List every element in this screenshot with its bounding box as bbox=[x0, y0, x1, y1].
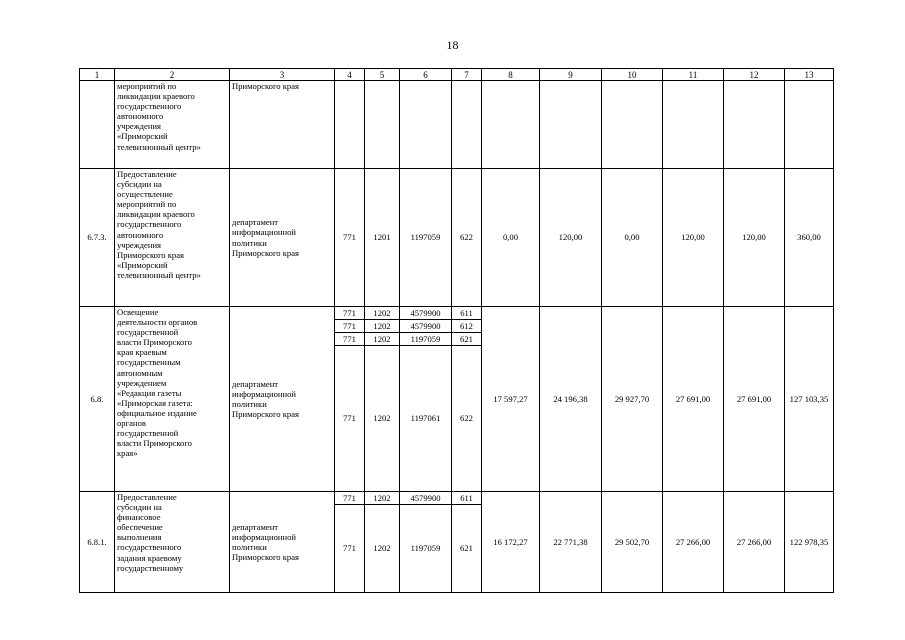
row-department: Приморского края bbox=[230, 81, 335, 169]
column-header: 12 bbox=[724, 69, 785, 81]
cell-col5: 1202 bbox=[365, 320, 400, 333]
cell-col4: 771 bbox=[335, 320, 365, 333]
budget-table bbox=[79, 68, 834, 593]
cell-col4: 771 bbox=[335, 346, 365, 492]
cell-col12: 27 691,00 bbox=[724, 307, 785, 492]
table-row bbox=[80, 81, 834, 169]
cell-col11: 27 691,00 bbox=[663, 307, 724, 492]
cell-col6: 1197061 bbox=[400, 346, 452, 492]
cell-col5: 1201 bbox=[365, 169, 400, 307]
row-description: Предоставление субсидии на осуществление мероприятий по ликвидации краевого государственного автономного учреждения Приморского края «Приморский телевизионный центр» bbox=[115, 169, 230, 307]
column-header: 7 bbox=[452, 69, 482, 81]
cell-col4: 771 bbox=[335, 492, 365, 505]
row-description: Освещение деятельности органов государственной власти Приморского края краевым государственным автономным учреждением «Редакция газеты «Приморская газета: официальное издание органов государственной власти Приморского края» bbox=[115, 307, 230, 492]
cell-col7: 622 bbox=[452, 346, 482, 492]
cell-col4: 771 bbox=[335, 333, 365, 346]
cell-col6: 4579900 bbox=[400, 492, 452, 505]
cell-col6: 1197059 bbox=[400, 505, 452, 593]
row-description: Предоставление субсидии на финансовое обеспечение выполнения государственного задания краевому государственному bbox=[115, 492, 230, 593]
column-header: 3 bbox=[230, 69, 335, 81]
row-department: департамент информационной политики Приморского края bbox=[230, 492, 335, 593]
column-header: 9 bbox=[540, 69, 602, 81]
cell-col11: 27 266,00 bbox=[663, 492, 724, 593]
cell-col5: 1202 bbox=[365, 505, 400, 593]
row-department: департамент информационной политики Приморского края bbox=[230, 169, 335, 307]
cell-col9: 22 771,38 bbox=[540, 492, 602, 593]
table-row bbox=[80, 492, 834, 505]
column-number-row bbox=[80, 69, 834, 81]
cell-col7: 611 bbox=[452, 492, 482, 505]
cell-col5: 1202 bbox=[365, 307, 400, 320]
cell-col6: 1197059 bbox=[400, 333, 452, 346]
cell-col12: 27 266,00 bbox=[724, 492, 785, 593]
cell-col10: 0,00 bbox=[602, 169, 663, 307]
table-row bbox=[80, 307, 834, 320]
cell-col10: 29 502,70 bbox=[602, 492, 663, 593]
cell-col8: 16 172,27 bbox=[482, 492, 540, 593]
cell-col13: 360,00 bbox=[785, 169, 834, 307]
cell-col7: 612 bbox=[452, 320, 482, 333]
cell-col13: 122 978,35 bbox=[785, 492, 834, 593]
column-header: 4 bbox=[335, 69, 365, 81]
row-description: мероприятий по ликвидации краевого государственного автономного учреждения «Приморский телевизионный центр» bbox=[115, 81, 230, 169]
cell-col8: 0,00 bbox=[482, 169, 540, 307]
cell-col5: 1202 bbox=[365, 346, 400, 492]
cell-col4: 771 bbox=[335, 307, 365, 320]
row-code: 6.8. bbox=[80, 307, 115, 492]
cell-col5: 1202 bbox=[365, 333, 400, 346]
row-code: 6.7.3. bbox=[80, 169, 115, 307]
cell-col9: 24 196,38 bbox=[540, 307, 602, 492]
column-header: 13 bbox=[785, 69, 834, 81]
cell-col13: 127 103,35 bbox=[785, 307, 834, 492]
column-header: 11 bbox=[663, 69, 724, 81]
cell-col6: 4579900 bbox=[400, 320, 452, 333]
cell-col5: 1202 bbox=[365, 492, 400, 505]
column-header: 8 bbox=[482, 69, 540, 81]
cell-col4: 771 bbox=[335, 169, 365, 307]
column-header: 5 bbox=[365, 69, 400, 81]
cell-col6: 4579900 bbox=[400, 307, 452, 320]
table-row bbox=[80, 169, 834, 307]
cell-col7: 622 bbox=[452, 169, 482, 307]
row-department: департамент информационной политики Приморского края bbox=[230, 307, 335, 492]
cell-col10: 29 927,70 bbox=[602, 307, 663, 492]
cell-col11: 120,00 bbox=[663, 169, 724, 307]
cell-col7: 621 bbox=[452, 333, 482, 346]
cell-col4: 771 bbox=[335, 505, 365, 593]
column-header: 10 bbox=[602, 69, 663, 81]
cell-col6: 1197059 bbox=[400, 169, 452, 307]
column-header: 1 bbox=[80, 69, 115, 81]
page-number: 18 bbox=[446, 38, 459, 52]
column-header: 2 bbox=[115, 69, 230, 81]
cell-col8: 17 597,27 bbox=[482, 307, 540, 492]
row-code: 6.8.1. bbox=[80, 492, 115, 593]
cell-col7: 621 bbox=[452, 505, 482, 593]
cell-col9: 120,00 bbox=[540, 169, 602, 307]
column-header: 6 bbox=[400, 69, 452, 81]
cell-col12: 120,00 bbox=[724, 169, 785, 307]
row-code-cell bbox=[80, 81, 115, 169]
cell-col7: 611 bbox=[452, 307, 482, 320]
